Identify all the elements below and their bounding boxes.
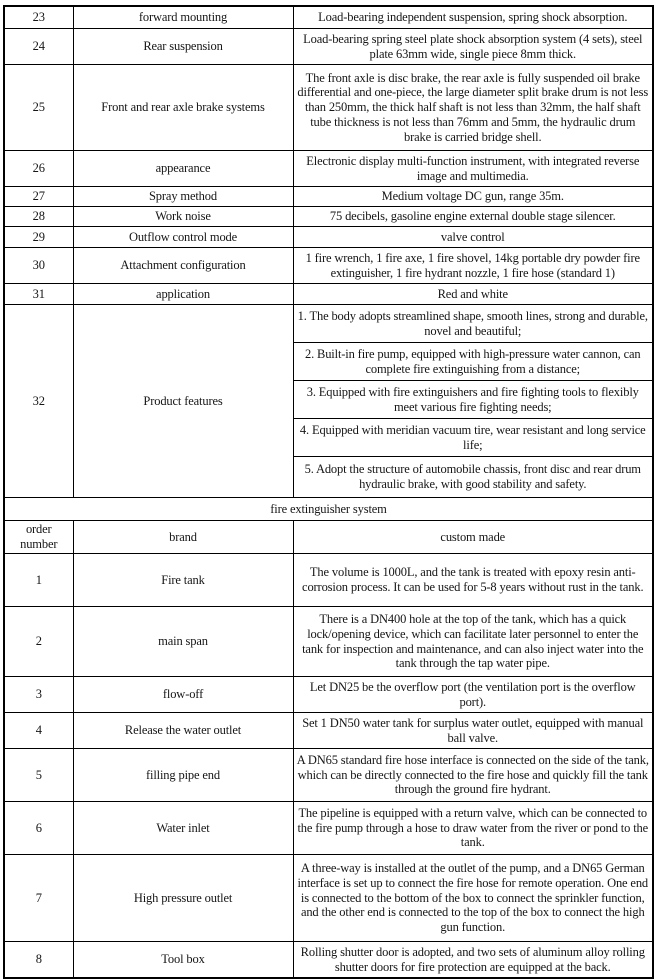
item-desc-cell: Set 1 DN50 water tank for surplus water outlet, equipped with manual ball valve. [293,713,653,749]
item-desc-cell: There is a DN400 hole at the top of the tank, which has a quick lock/opening device, which can facilitate later personnel to enter the tank for inspection and maintenance, and can also inject water into the tank through the tap water pipe. [293,607,653,677]
table-row [4,151,653,187]
order-number-cell: 27 [4,187,73,207]
item-desc-cell: Let DN25 be the overflow port (the ventilation port is the overflow port). [293,677,653,713]
item-name-cell: Front and rear axle brake systems [73,65,293,151]
item-name-cell: filling pipe end [73,749,293,802]
feature-item-cell: 3. Equipped with fire extinguishers and fire fighting tools to flexibly meet various fire fighting needs; [293,381,653,419]
column-header-custom-made: custom made [293,521,653,554]
item-name-cell: flow-off [73,677,293,713]
table-row [4,248,653,284]
table-row [4,802,653,855]
table-row [4,187,653,207]
item-name-cell: forward mounting [73,6,293,29]
order-number-cell: 29 [4,227,73,248]
item-name-cell: application [73,284,293,305]
item-desc-cell: A DN65 standard fire hose interface is connected on the side of the tank, which can be directly connected to the fire hose and quickly fill the tank through the ground fire hydrant. [293,749,653,802]
table-row [4,227,653,248]
item-desc-cell: Electronic display multi-function instrument, with integrated reverse image and multimedia. [293,151,653,187]
table-row [4,554,653,607]
feature-item-cell: 4. Equipped with meridian vacuum tire, wear resistant and long service life; [293,419,653,457]
item-desc-cell: Load-bearing independent suspension, spring shock absorption. [293,6,653,29]
order-number-cell: 26 [4,151,73,187]
table-row [4,6,653,29]
item-name-cell: Water inlet [73,802,293,855]
table-row [4,607,653,677]
item-name-cell: Product features [73,305,293,498]
table-row [4,207,653,227]
item-name-cell: Work noise [73,207,293,227]
item-name-cell: Release the water outlet [73,713,293,749]
item-name-cell: Outflow control mode [73,227,293,248]
order-number-cell: 4 [4,713,73,749]
section-title-row [4,498,653,521]
order-number-cell: 8 [4,942,73,979]
item-desc-cell: The volume is 1000L, and the tank is treated with epoxy resin anti-corrosion process. It can be used for 5-8 years without rust in the tank. [293,554,653,607]
table-row [4,942,653,979]
order-number-cell: 2 [4,607,73,677]
order-number-cell: 28 [4,207,73,227]
table-row [4,749,653,802]
order-number-cell: 24 [4,29,73,65]
order-number-cell: 7 [4,855,73,942]
item-name-cell: Attachment configuration [73,248,293,284]
table-row-product-features [4,305,653,343]
item-name-cell: High pressure outlet [73,855,293,942]
section-title: fire extinguisher system [4,498,653,521]
feature-item-cell: 2. Built-in fire pump, equipped with high-pressure water cannon, can complete fire extinguishing from a distance; [293,343,653,381]
table-row [4,713,653,749]
item-desc-cell: Red and white [293,284,653,305]
column-header-brand: brand [73,521,293,554]
item-name-cell: Rear suspension [73,29,293,65]
order-number-cell: 23 [4,6,73,29]
item-desc-cell: The pipeline is equipped with a return valve, which can be connected to the fire pump through a hose to draw water from the river or pond to the tank. [293,802,653,855]
table-row [4,65,653,151]
order-number-cell: 3 [4,677,73,713]
item-desc-cell: A three-way is installed at the outlet of the pump, and a DN65 German interface is set up to connect the fire hose for remote operation. One end is connected to the bottom of the box to connect the sprinkler function, and the other end is connected to the top of the box to connect the high gun function. [293,855,653,942]
table-row [4,29,653,65]
item-name-cell: main span [73,607,293,677]
order-number-cell: 25 [4,65,73,151]
column-header-order-number: order number [4,521,73,554]
table-row [4,677,653,713]
order-number-cell: 1 [4,554,73,607]
item-name-cell: Tool box [73,942,293,979]
item-name-cell: appearance [73,151,293,187]
specification-table [3,5,654,979]
item-desc-cell: The front axle is disc brake, the rear axle is fully suspended oil brake differential and one-piece, the large diameter split brake drum is not less than 250mm, the thick half shaft is not less than 32mm, the half shaft tube thickness is not less than 76mm and 5mm, the hydraulic drum brake is carried bridge shell. [293,65,653,151]
order-number-cell: 6 [4,802,73,855]
feature-item-cell: 1. The body adopts streamlined shape, smooth lines, strong and durable, novel and beautiful; [293,305,653,343]
item-desc-cell: valve control [293,227,653,248]
table-row [4,855,653,942]
order-number-cell: 31 [4,284,73,305]
item-desc-cell: Load-bearing spring steel plate shock absorption system (4 sets), steel plate 63mm wide, single piece 8mm thick. [293,29,653,65]
table-header-row [4,521,653,554]
table-row [4,284,653,305]
item-desc-cell: Rolling shutter door is adopted, and two sets of aluminum alloy rolling shutter doors for fire protection are equipped at the back. [293,942,653,979]
item-desc-cell: 75 decibels, gasoline engine external double stage silencer. [293,207,653,227]
item-name-cell: Spray method [73,187,293,207]
item-name-cell: Fire tank [73,554,293,607]
order-number-cell: 30 [4,248,73,284]
item-desc-cell: Medium voltage DC gun, range 35m. [293,187,653,207]
feature-item-cell: 5. Adopt the structure of automobile chassis, front disc and rear drum hydraulic brake, with good stability and safety. [293,457,653,498]
order-number-cell: 32 [4,305,73,498]
order-number-cell: 5 [4,749,73,802]
item-desc-cell: 1 fire wrench, 1 fire axe, 1 fire shovel, 14kg portable dry powder fire extinguisher, 1 fire hydrant nozzle, 1 fire hose (standard 1) [293,248,653,284]
